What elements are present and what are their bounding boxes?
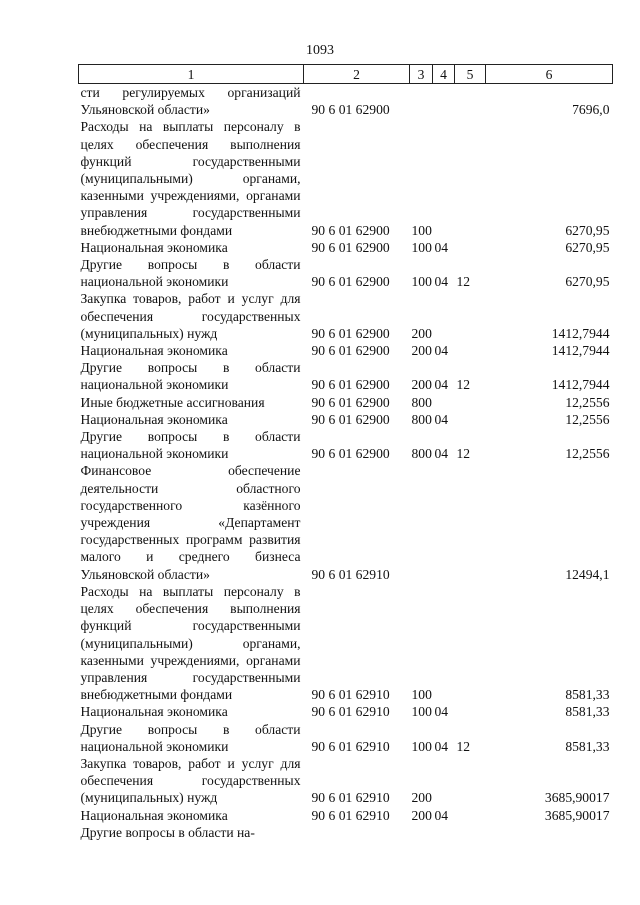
row-code: 90 6 01 62900 [311,377,390,393]
table-row [79,394,613,411]
row-col-5 [455,462,486,582]
row-col-4: 04 [434,446,449,462]
row-amount: 6270,95 [565,239,610,255]
row-col-5 [455,583,486,703]
row-col-5 [455,824,486,841]
row-col-3 [410,84,433,119]
table-row [79,342,613,359]
row-col-5: 12 [456,446,471,462]
row-col-4 [433,394,455,411]
row-name: сти регулируемых организаций Ульяновской области» [80,85,301,118]
table-row [79,428,613,462]
row-col-4: 04 [434,274,449,290]
row-amount: 8581,33 [565,687,610,703]
row-name: Закупка товаров, работ и услуг для обеспечения государственных (муниципальных) нужд [80,755,301,806]
row-col-5 [455,411,486,428]
row-name: Расходы на выплаты персоналу в целях обеспечения выполнения функций государственными (муниципальными) органами, казенными учреждениями, органами управления государственными внебюджетными фондами [80,119,301,238]
row-col-5 [455,755,486,807]
row-col-4: 04 [434,704,449,720]
row-name: Другие вопросы в области на- [80,824,255,840]
row-code: 90 6 01 62900 [311,394,390,410]
row-col-3 [410,462,433,582]
page-number: 1093 [306,43,334,58]
row-col-3 [410,824,433,841]
row-col-5: 12 [456,738,471,754]
row-code: 90 6 01 62910 [311,704,390,720]
row-col-4 [433,462,455,582]
header-row [79,65,613,84]
row-col-4: 04 [434,377,449,393]
row-col-3: 200 [411,807,432,823]
table-header [79,65,613,84]
row-col-3: 100 [411,274,432,290]
row-code: 90 6 01 62910 [311,790,390,806]
row-name: Закупка товаров, работ и услуг для обеспечения государственных (муниципальных) нужд [80,291,301,341]
row-col-3: 100 [411,704,432,720]
table-row [79,84,613,119]
row-col-5: 12 [456,377,471,393]
row-name: Национальная экономика [80,704,228,720]
row-col-3: 200 [411,325,432,341]
row-col-3: 200 [411,377,432,393]
row-col-3: 200 [411,790,432,806]
row-col-4 [433,118,455,238]
row-amount: 1412,7944 [551,343,610,359]
row-code: 90 6 01 62900 [311,411,390,427]
row-code: 90 6 01 62900 [311,446,390,462]
row-col-5: 12 [456,274,471,290]
row-col-4 [433,824,455,841]
row-col-3: 100 [411,222,432,238]
table-row [79,721,613,755]
row-amount: 7696,0 [572,102,610,118]
table-row [79,256,613,290]
row-amount: 6270,95 [565,222,610,238]
row-amount: 1412,7944 [551,325,610,341]
header-col-name: 1 [79,65,304,84]
header-col-amount: 6 [486,65,613,84]
row-code: 90 6 01 62900 [311,343,390,359]
row-amount: 12494,1 [565,566,610,582]
row-col-5 [455,84,486,119]
row-col-5 [455,118,486,238]
table-row [79,807,613,824]
row-col-3: 800 [411,411,432,427]
row-name: Другие вопросы в области национальной экономики [80,721,301,754]
row-col-3: 800 [411,446,432,462]
row-name: Национальная экономика [80,343,228,359]
row-name: Национальная экономика [80,807,228,823]
row-amount: 8581,33 [565,704,610,720]
row-col-5 [455,807,486,824]
row-col-4 [433,755,455,807]
header-col-4: 4 [433,65,455,84]
row-code: 90 6 01 62910 [311,807,390,823]
table-row [79,239,613,256]
table-row [79,824,613,841]
row-col-3: 100 [411,687,432,703]
row-amount: 8581,33 [565,738,610,754]
table-row [79,411,613,428]
row-amount: 3685,90017 [544,807,610,823]
row-amount: 1412,7944 [551,377,610,393]
row-name: Другие вопросы в области национальной экономики [80,360,301,393]
table-row [79,359,613,393]
row-code: 90 6 01 62910 [311,566,390,582]
header-col-code: 2 [304,65,410,84]
row-amount: 3685,90017 [544,790,610,806]
row-col-4: 04 [434,411,449,427]
table-row [79,583,613,703]
table-row [79,118,613,238]
row-code: 90 6 01 62910 [311,687,390,703]
budget-table [78,64,613,841]
row-name: Расходы на выплаты персоналу в целях обеспечения выполнения функций государственными (муниципальными) органами, казенными учреждениями, органами управления государственными внебюджетными фондами [80,583,301,703]
row-name: Другие вопросы в области национальной экономики [80,429,301,462]
row-name: Иные бюджетные ассигнования [80,394,265,410]
row-code: 90 6 01 62900 [311,102,390,118]
row-col-5 [455,342,486,359]
row-col-4: 04 [434,239,449,255]
table-row [79,703,613,720]
row-code: 90 6 01 62900 [311,274,390,290]
row-col-5 [455,703,486,720]
row-col-4 [433,84,455,119]
row-col-4: 04 [434,343,449,359]
row-code [304,824,410,841]
row-code: 90 6 01 62910 [311,738,390,754]
row-code: 90 6 01 62900 [311,222,390,238]
row-col-4 [433,290,455,342]
table-body [79,84,613,841]
table-row [79,462,613,582]
row-amount: 6270,95 [565,274,610,290]
row-col-3: 800 [411,394,432,410]
row-col-5 [455,394,486,411]
row-name: Национальная экономика [80,411,228,427]
row-amount: 12,2556 [565,446,610,462]
row-code: 90 6 01 62900 [311,325,390,341]
row-col-3: 100 [411,738,432,754]
row-amount: 12,2556 [565,394,610,410]
row-amount [486,824,613,841]
row-col-4: 04 [434,738,449,754]
header-col-3: 3 [410,65,433,84]
row-col-4 [433,583,455,703]
row-name: Финансовое обеспечение деятельности областного государственного казённого учреждения «Департамент государственных программ развития малого и среднего бизнеса Ульяновской области» [80,463,301,582]
row-col-3: 100 [411,239,432,255]
row-name: Другие вопросы в области национальной экономики [80,257,301,290]
row-col-5 [455,290,486,342]
row-amount: 12,2556 [565,411,610,427]
row-name: Национальная экономика [80,239,228,255]
table-row [79,290,613,342]
row-code: 90 6 01 62900 [311,239,390,255]
header-col-5: 5 [455,65,486,84]
row-col-5 [455,239,486,256]
table-row [79,755,613,807]
row-col-3: 200 [411,343,432,359]
row-col-4: 04 [434,807,449,823]
